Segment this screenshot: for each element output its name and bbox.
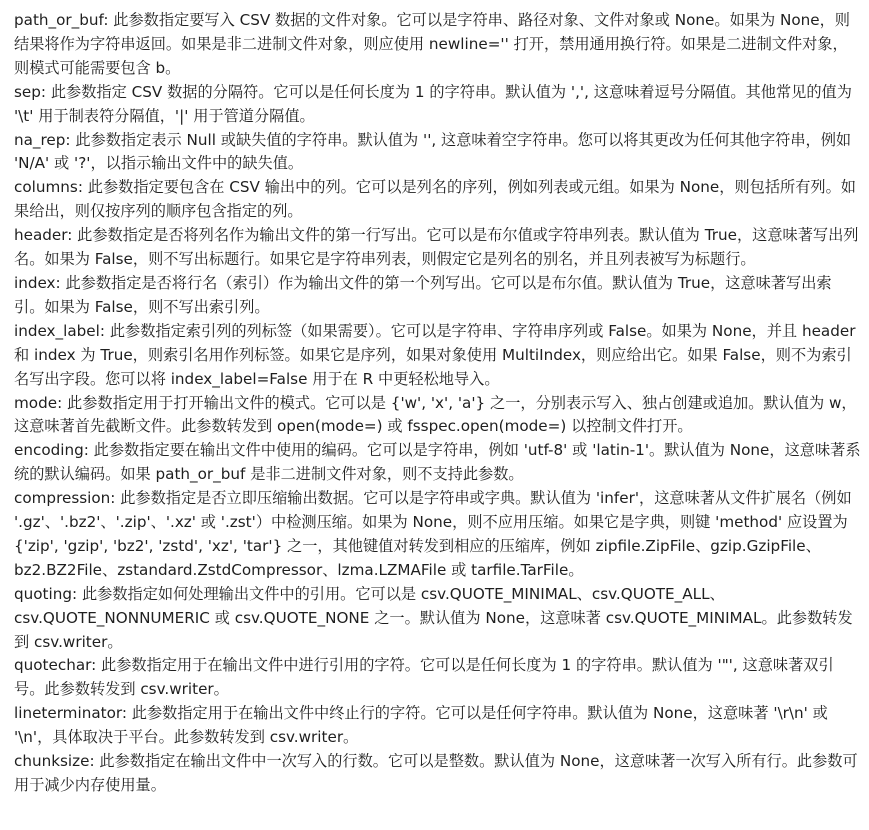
param-index-label: index_label: 此参数指定索引列的列标签（如果需要）。它可以是字符串、字符串序列或 False。如果为 None，并且 header 和 index 为 True，则索引名用作列标签。如果它是序列，如果对象使用 MultiIndex，则应给出它。如果 False，则不为索引名写出字段。您可以将 index_label=False 用于在 R 中更轻松地导入。 <box>14 321 856 388</box>
param-mode: mode: 此参数指定用于打开输出文件的模式。它可以是 {'w', 'x', 'a'} 之一，分别表示写入、独占创建或追加。默认值为 w，这意味著首先截断文件。此参数转发到 open(mode=) 或 fsspec.open(mode=) 以控制文件打开。 <box>14 393 857 436</box>
param-quoting: quoting: 此参数指定如何处理输出文件中的引用。它可以是 csv.QUOTE_MINIMAL、csv.QUOTE_ALL、csv.QUOTE_NONNUMERIC 或 csv.QUOTE_NONE 之一。默认值为 None，这意味著 csv.QUOTE_MINIMAL。此参数转发到 csv.writer。 <box>14 584 853 651</box>
param-header: header: 此参数指定是否将列名作为输出文件的第一行写出。它可以是布尔值或字符串列表。默认值为 True，这意味著写出列名。如果为 False，则不写出标题行。如果它是字符串列表，则假定它是列名的别名，并且列表被写为标题行。 <box>14 226 859 269</box>
param-encoding: encoding: 此参数指定要在输出文件中使用的编码。它可以是字符串，例如 'utf-8' 或 'latin-1'。默认值为 None，这意味著系统的默认编码。如果 path_or_buf 是非二进制文件对象，则不支持此参数。 <box>14 441 861 484</box>
param-chunksize: chunksize: 此参数指定在输出文件中一次写入的行数。它可以是整数。默认值为 None，这意味著一次写入所有行。此参数可用于减少内存使用量。 <box>14 752 858 794</box>
param-compression: compression: 此参数指定是否立即压缩输出数据。它可以是字符串或字典。默认值为 'infer'，这意味著从文件扩展名（例如 '.gz'、'.bz2'、'.zip'、'.xz' 或 '.zst'）中检测压缩。如果为 None，则不应用压缩。如果它是字典，则键 'method' 应设置为 {'zip', 'gzip', 'bz2', 'zstd', 'xz', 'tar'} 之一，其他键值对转发到相应的压缩库，例如 zipfile.ZipFile、gzip.GzipFile、bz2.BZ2File、zstandard.ZstdCompressor、lzma.LZMAFile 或 tarfile.TarFile。 <box>14 489 852 579</box>
param-columns: columns: 此参数指定要包含在 CSV 输出中的列。它可以是列名的序列，例如列表或元组。如果为 None，则包括所有列。如果给出，则仅按序列的顺序包含指定的列。 <box>14 178 856 221</box>
param-lineterminator: lineterminator: 此参数指定用于在输出文件中终止行的字符。它可以是任何字符串。默认值为 None，这意味著 '\r\n' 或 '\n'，具体取决于平台。此参数转发到 csv.writer。 <box>14 704 828 747</box>
param-na-rep: na_rep: 此参数指定表示 Null 或缺失值的字符串。默认值为 '', 这意味着空字符串。您可以将其更改为任何其他字符串，例如 'N/A' 或 '?'，以指示输出文件中的缺失值。 <box>14 130 852 173</box>
param-path-or-buf: path_or_buf: 此参数指定要写入 CSV 数据的文件对象。它可以是字符串、路径对象、文件对象或 None。如果为 None，则结果将作为字符串返回。如果是非二进制文件对象，则应使用 newline='' 打开，禁用通用换行符。如果是二进制文件对象，则模式可能需要包含 b。 <box>14 11 850 77</box>
param-quotechar: quotechar: 此参数指定用于在输出文件中进行引用的字符。它可以是任何长度为 1 的字符串。默认值为 '"', 这意味著双引号。此参数转发到 csv.writer。 <box>14 656 834 699</box>
param-index: index: 此参数指定是否将行名（索引）作为输出文件的第一个列写出。它可以是布尔值。默认值为 True，这意味著写出索引。如果为 False，则不写出索引列。 <box>14 273 832 316</box>
param-sep: sep: 此参数指定 CSV 数据的分隔符。它可以是任何长度为 1 的字符串。默认值为 ',', 这意味着逗号分隔值。其他常见的值为 '\t' 用于制表符分隔值，'|' 用于管道分隔值。 <box>14 82 852 125</box>
